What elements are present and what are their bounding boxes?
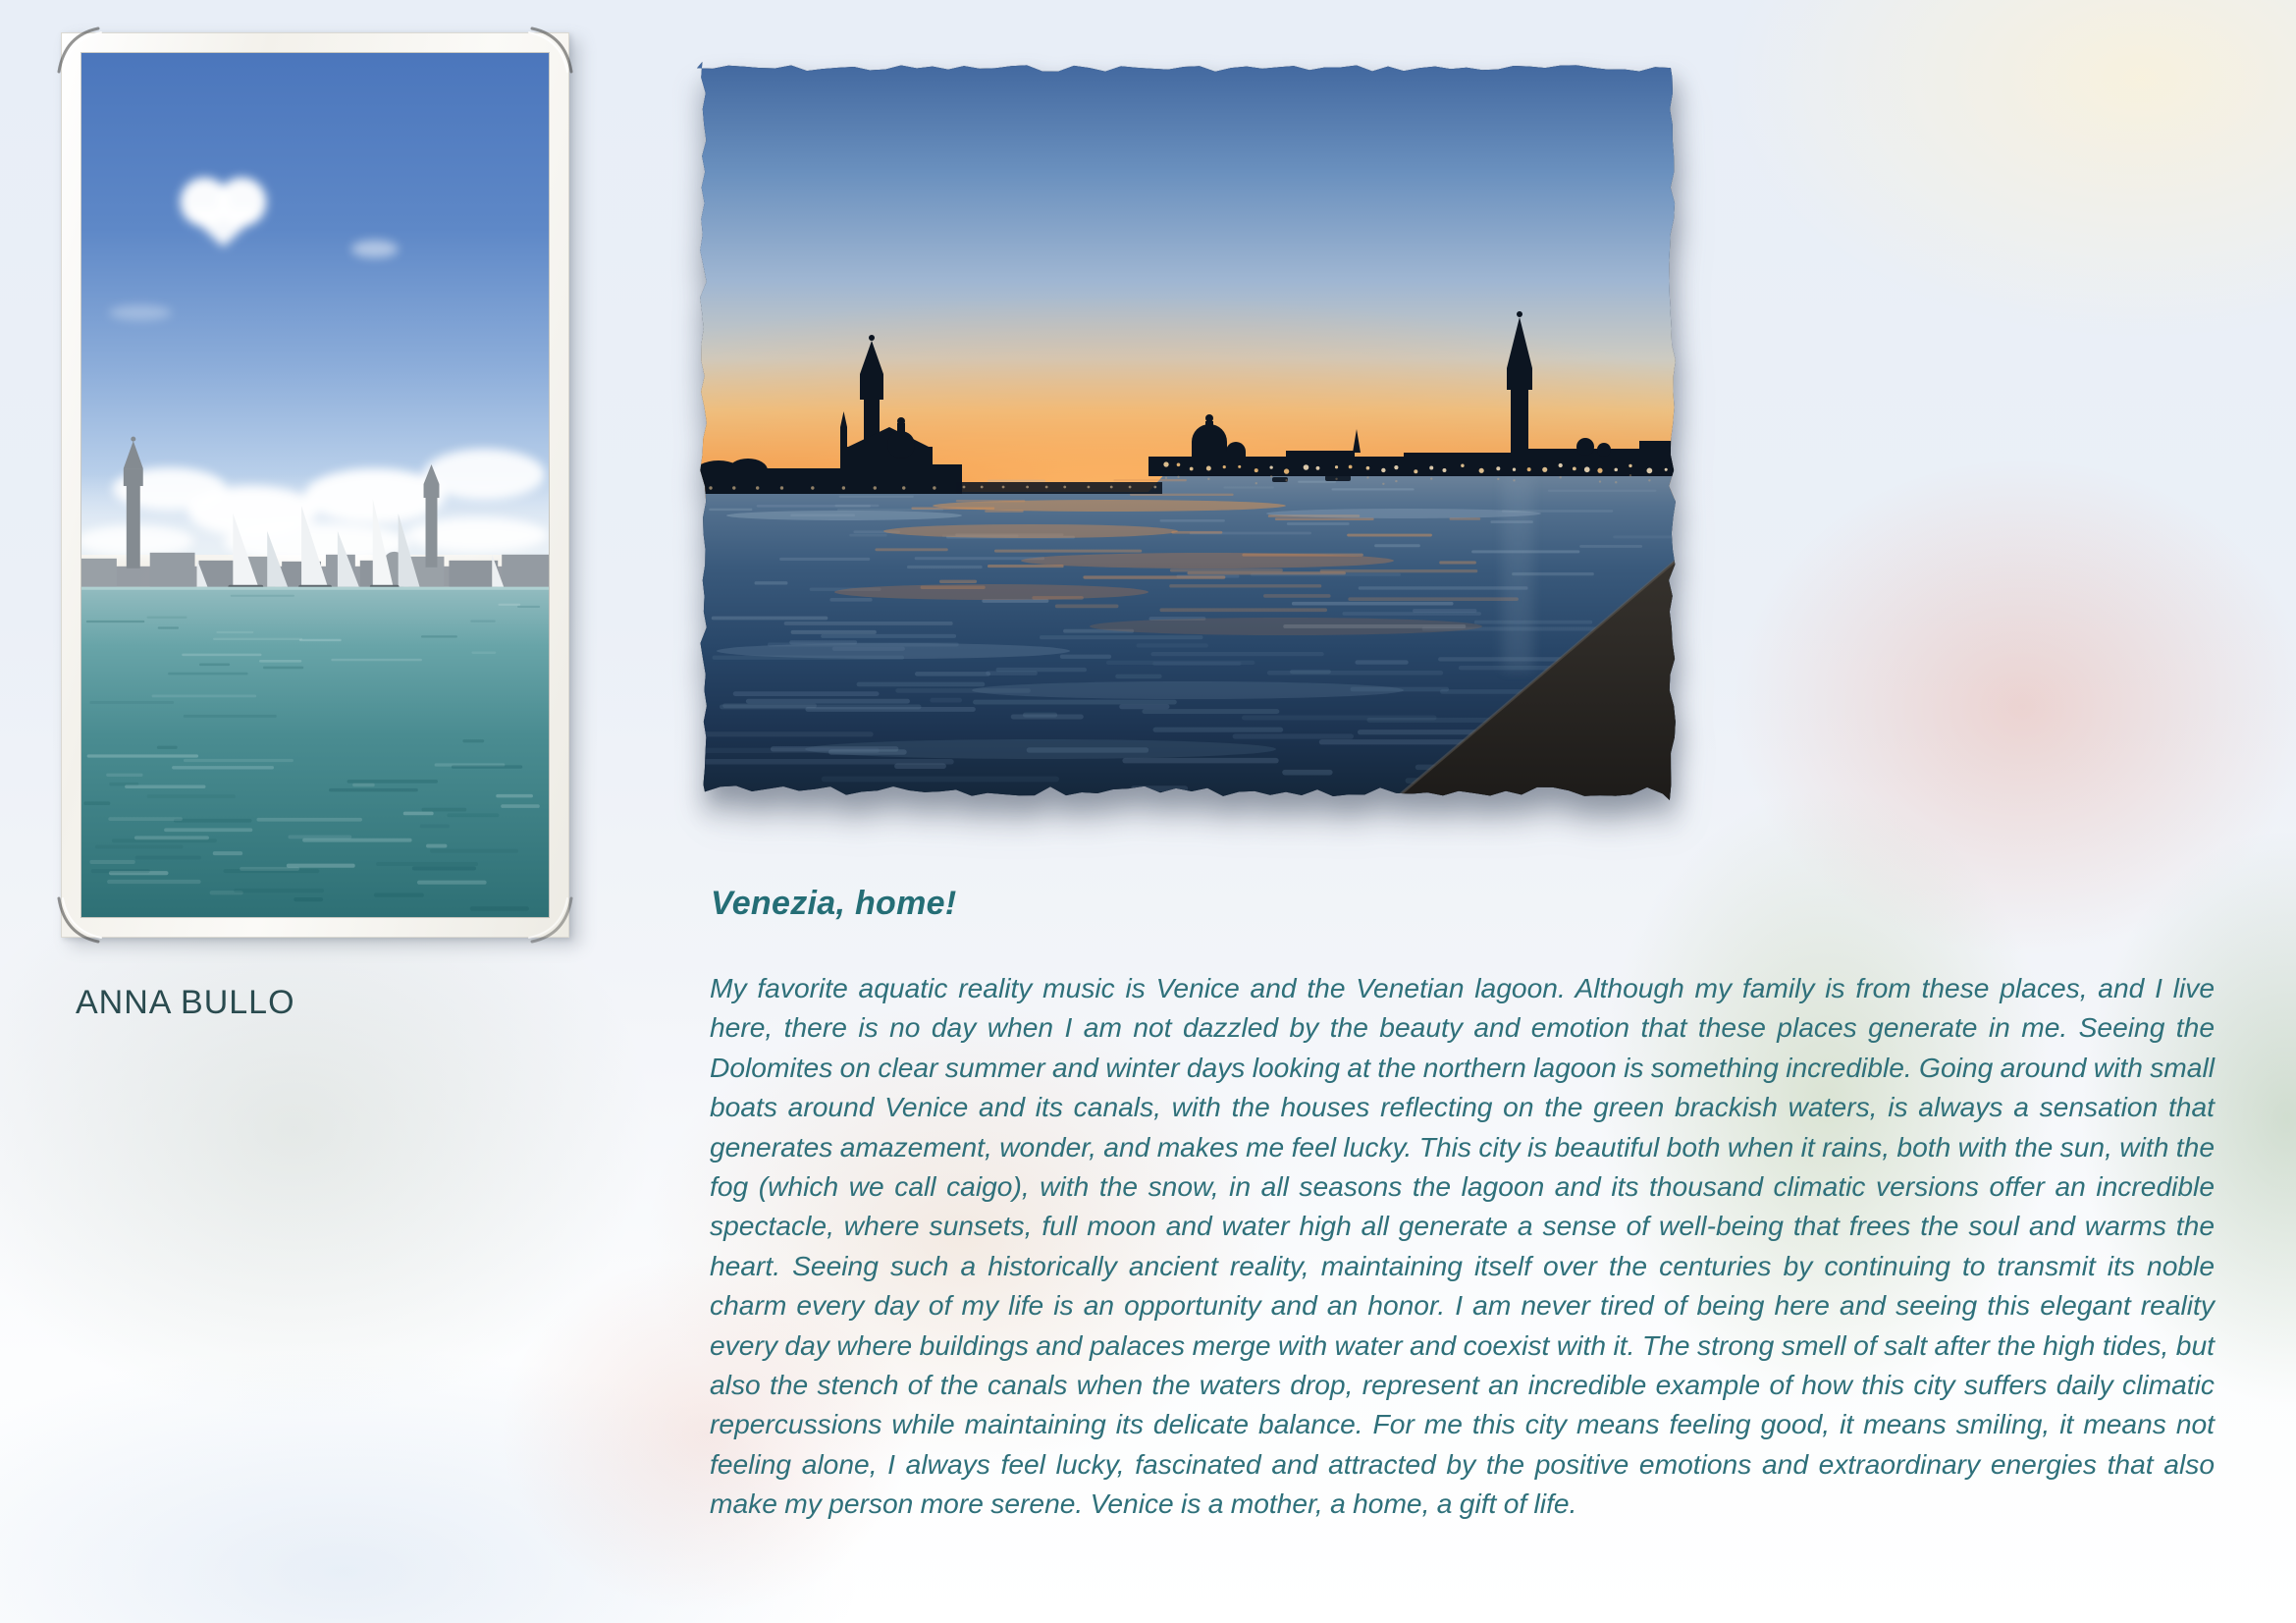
article-title: Venezia, home! — [711, 885, 957, 922]
landscape-photo-venice-sunset — [697, 62, 1679, 800]
portrait-photo-frame — [61, 32, 569, 938]
lagoon-water — [81, 587, 549, 917]
article-body: My favorite aquatic reality music is Venice and the Venetian lagoon. Although my family is from these places, and I live here, there is no day when I am not dazzled by the beauty and emotion that these places generate in me. Seeing the Dolomites on clear summer and winter days looking at the northern lagoon is something incredible. Going around with small boats around Venice and its canals, with the houses reflecting on the green brackish waters, is always a sensation that generates amazement, wonder, and makes me feel lucky. This city is beautiful both when it rains, both with the sun, with the fog (which we call caigo), with the snow, in all seasons the lagoon and its thousand climatic versions offer an incredible spectacle, where sunsets, full moon and water high all generate a sense of well-being that frees the soul and warms the heart. Seeing such a historically ancient reality, maintaining itself over the centuries by continuing to transmit its noble charm every day of my life is an opportunity and an honor. I am never tired of being here and seeing this elegant reality every day where buildings and palaces merge with water and coexist with it. The strong smell of salt after the high tides, but also the stench of the canals when the waters drop, represent an incredible example of how this city suffers daily climatic repercussions while maintaining its delicate balance. For me this city means feeling good, it means smiling, it means not feeling alone, I always feel lucky, fascinated and attracted by the positive emotions and extraordinary energies that also make my person more serene. Venice is a mother, a home, a gift of life. — [710, 972, 2215, 1520]
second-tower — [424, 464, 440, 568]
author-name: ANNA BULLO — [76, 984, 295, 1021]
portrait-photo-venice-lagoon — [81, 53, 549, 917]
